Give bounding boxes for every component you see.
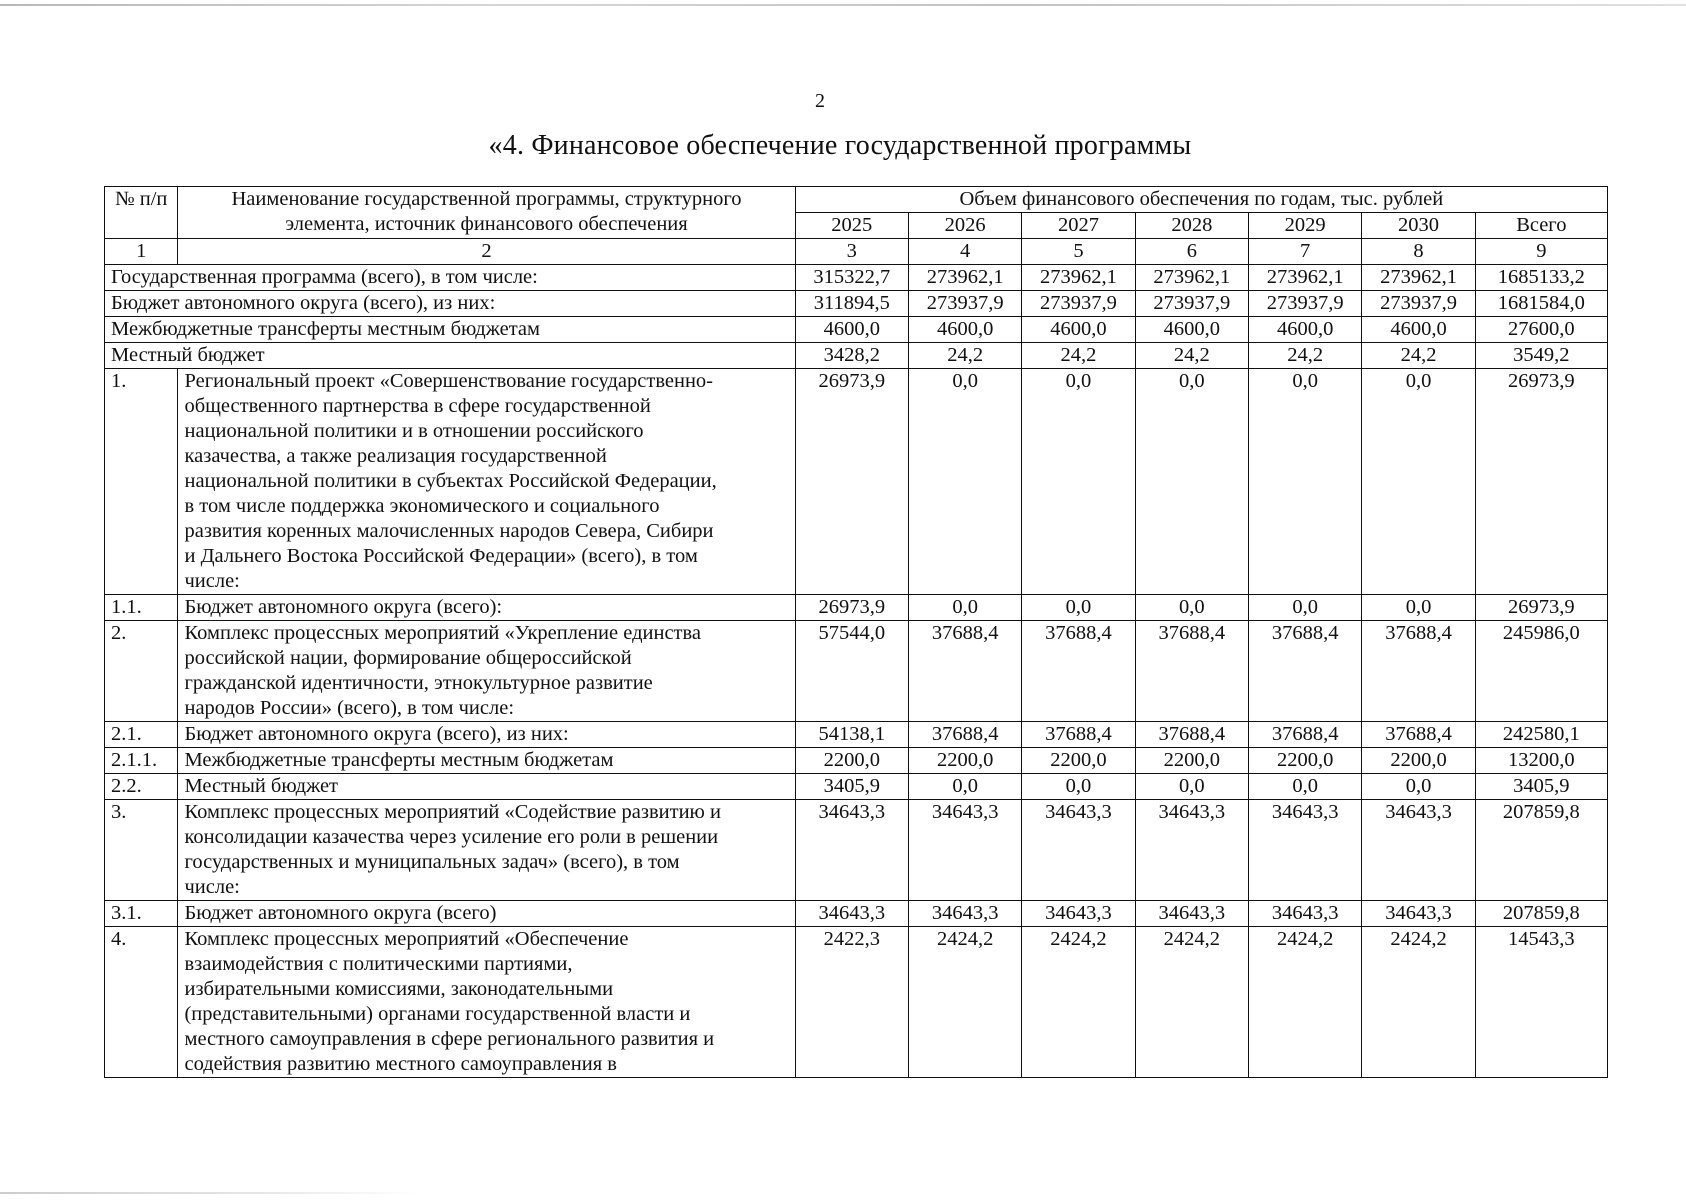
value-cell: 34643,3	[795, 800, 908, 901]
value-cell: 26973,9	[1475, 595, 1607, 621]
value-cell: 273937,9	[1248, 291, 1361, 317]
value-cell: 4600,0	[1135, 317, 1248, 343]
summary-row	[105, 343, 1608, 369]
value-cell: 2200,0	[795, 748, 908, 774]
value-cell: 34643,3	[1135, 901, 1248, 927]
value-cell: 37688,4	[908, 621, 1021, 722]
value-cell: 0,0	[1362, 595, 1475, 621]
financing-table	[104, 186, 1608, 1078]
row-name-line: (представительными) органами государственной власти и	[184, 1003, 691, 1025]
table-row	[105, 369, 1608, 595]
row-name-line: развития коренных малочисленных народов Севера, Сибири	[184, 520, 714, 542]
value-cell: 2424,2	[1248, 927, 1361, 1078]
value-cell: 1685133,2	[1475, 265, 1607, 291]
value-cell: 1681584,0	[1475, 291, 1607, 317]
value-cell: 0,0	[1135, 774, 1248, 800]
row-name-line: гражданской идентичности, этнокультурное развитие	[184, 672, 653, 694]
value-cell: 273937,9	[1362, 291, 1475, 317]
row-number: 2.	[105, 621, 178, 722]
row-name-line: Бюджет автономного округа (всего)	[184, 902, 497, 924]
row-name	[178, 901, 795, 927]
value-cell: 2424,2	[908, 927, 1021, 1078]
value-cell: 37688,4	[1362, 722, 1475, 748]
row-number: 3.1.	[105, 901, 178, 927]
row-name-line: государственных и муниципальных задач» (всего), в том	[184, 851, 680, 873]
value-cell: 0,0	[908, 774, 1021, 800]
value-cell: 37688,4	[1135, 722, 1248, 748]
value-cell: 0,0	[908, 369, 1021, 595]
table-row	[105, 595, 1608, 621]
value-cell: 0,0	[1362, 774, 1475, 800]
value-cell: 34643,3	[1135, 800, 1248, 901]
value-cell: 0,0	[1248, 774, 1361, 800]
row-name-line: и Дальнего Востока Российской Федерации» (всего), в том	[184, 545, 698, 567]
row-number: 2.1.1.	[105, 748, 178, 774]
row-number: 1.	[105, 369, 178, 595]
row-name-line: в том числе поддержка экономического и социального	[184, 495, 660, 517]
value-cell: 24,2	[1362, 343, 1475, 369]
row-name	[178, 774, 795, 800]
row-number: 2.1.	[105, 722, 178, 748]
value-cell: 37688,4	[1248, 722, 1361, 748]
value-cell: 34643,3	[1022, 901, 1135, 927]
value-cell: 37688,4	[1248, 621, 1361, 722]
value-cell: 4600,0	[1362, 317, 1475, 343]
header-year: 2029	[1248, 213, 1361, 239]
row-name-line: российской нации, формирование общероссийской	[184, 647, 632, 669]
column-number: 4	[908, 239, 1021, 265]
value-cell: 3428,2	[795, 343, 908, 369]
value-cell: 273962,1	[1135, 265, 1248, 291]
row-name-line: взаимодействия с политическими партиями,	[184, 953, 573, 975]
scan-edge-top	[0, 4, 1686, 6]
column-number: 3	[795, 239, 908, 265]
table-row	[105, 748, 1608, 774]
value-cell: 245986,0	[1475, 621, 1607, 722]
row-name	[178, 927, 795, 1078]
table-row	[105, 774, 1608, 800]
column-number: 5	[1022, 239, 1135, 265]
value-cell: 2200,0	[1248, 748, 1361, 774]
value-cell: 0,0	[1248, 369, 1361, 595]
value-cell: 3405,9	[1475, 774, 1607, 800]
value-cell: 0,0	[908, 595, 1021, 621]
row-name	[178, 722, 795, 748]
value-cell: 273962,1	[1248, 265, 1361, 291]
value-cell: 2200,0	[1135, 748, 1248, 774]
row-name-line: содействия развитию местного самоуправления в	[184, 1053, 617, 1075]
row-name-line: Бюджет автономного округа (всего):	[184, 596, 503, 618]
header-year: 2030	[1362, 213, 1475, 239]
value-cell: 27600,0	[1475, 317, 1607, 343]
table-row	[105, 927, 1608, 1078]
header-year: 2026	[908, 213, 1021, 239]
value-cell: 34643,3	[1248, 800, 1361, 901]
row-name-line: числе:	[184, 570, 240, 592]
row-name-line: народов России» (всего), в том числе:	[184, 697, 515, 719]
row-name	[178, 800, 795, 901]
value-cell: 34643,3	[1362, 800, 1475, 901]
row-name-line: Местный бюджет	[184, 775, 339, 797]
document-title: «4. Финансовое обеспечение государственной программы	[488, 130, 1192, 161]
row-number: 1.1.	[105, 595, 178, 621]
row-name-line: Комплекс процессных мероприятий «Обеспечение	[184, 928, 629, 950]
row-name	[178, 595, 795, 621]
row-name-line: числе:	[184, 876, 240, 898]
value-cell: 0,0	[1022, 595, 1135, 621]
value-cell: 24,2	[908, 343, 1021, 369]
value-cell: 273962,1	[908, 265, 1021, 291]
row-name-line: избирательными комиссиями, законодательными	[184, 978, 614, 1000]
table-row	[105, 800, 1608, 901]
row-name-line: Бюджет автономного округа (всего), из них:	[184, 723, 569, 745]
header-no: № п/п	[105, 187, 178, 239]
summary-label: Межбюджетные трансферты местным бюджетам	[105, 317, 796, 343]
value-cell: 273937,9	[908, 291, 1021, 317]
row-name-line: Комплекс процессных мероприятий «Укрепление единства	[184, 622, 702, 644]
column-number: 9	[1475, 239, 1607, 265]
table-row	[105, 621, 1608, 722]
column-number-row	[105, 239, 1608, 265]
header-year: 2028	[1135, 213, 1248, 239]
column-number: 7	[1248, 239, 1361, 265]
row-name	[178, 748, 795, 774]
value-cell: 2424,2	[1362, 927, 1475, 1078]
row-name	[178, 369, 795, 595]
value-cell: 26973,9	[795, 369, 908, 595]
row-name-line: общественного партнерства в сфере государственной	[184, 395, 651, 417]
value-cell: 3549,2	[1475, 343, 1607, 369]
header-volume: Объем финансового обеспечения по годам, тыс. рублей	[795, 187, 1607, 213]
summary-rows	[105, 265, 1608, 369]
value-cell: 273962,1	[1362, 265, 1475, 291]
summary-label: Бюджет автономного округа (всего), из них:	[105, 291, 796, 317]
value-cell: 0,0	[1022, 369, 1135, 595]
column-number: 8	[1362, 239, 1475, 265]
column-number: 6	[1135, 239, 1248, 265]
value-cell: 24,2	[1135, 343, 1248, 369]
value-cell: 2200,0	[1022, 748, 1135, 774]
row-name-line: местного самоуправления в сфере регионального развития и	[184, 1028, 715, 1050]
header-year: 2027	[1022, 213, 1135, 239]
value-cell: 273962,1	[1022, 265, 1135, 291]
value-cell: 273937,9	[1022, 291, 1135, 317]
value-cell: 207859,8	[1475, 901, 1607, 927]
value-cell: 34643,3	[795, 901, 908, 927]
table-row	[105, 722, 1608, 748]
value-cell: 4600,0	[795, 317, 908, 343]
row-name	[178, 621, 795, 722]
row-name-line: Комплекс процессных мероприятий «Содействие развитию и	[184, 801, 721, 823]
value-cell: 2200,0	[908, 748, 1021, 774]
value-cell: 37688,4	[1022, 621, 1135, 722]
value-cell: 26973,9	[795, 595, 908, 621]
column-number: 1	[105, 239, 178, 265]
value-cell: 0,0	[1022, 774, 1135, 800]
value-cell: 34643,3	[908, 901, 1021, 927]
value-cell: 0,0	[1135, 369, 1248, 595]
column-number: 2	[178, 239, 795, 265]
item-rows	[105, 369, 1608, 1078]
value-cell: 2422,3	[795, 927, 908, 1078]
summary-row	[105, 265, 1608, 291]
value-cell: 37688,4	[1022, 722, 1135, 748]
page-number: 2	[815, 90, 825, 112]
value-cell: 26973,9	[1475, 369, 1607, 595]
value-cell: 4600,0	[908, 317, 1021, 343]
value-cell: 4600,0	[1248, 317, 1361, 343]
header-name-line: Наименование государственной программы, структурного	[231, 188, 742, 210]
summary-row	[105, 291, 1608, 317]
value-cell: 0,0	[1248, 595, 1361, 621]
header-year: 2025	[795, 213, 908, 239]
table-row	[105, 901, 1608, 927]
row-number: 4.	[105, 927, 178, 1078]
value-cell: 2424,2	[1022, 927, 1135, 1078]
summary-label: Государственная программа (всего), в том числе:	[105, 265, 796, 291]
value-cell: 2200,0	[1362, 748, 1475, 774]
summary-row	[105, 317, 1608, 343]
table-header	[105, 187, 1608, 265]
value-cell: 24,2	[1248, 343, 1361, 369]
header-total: Всего	[1475, 213, 1607, 239]
row-name-line: национальной политики в субъектах Российской Федерации,	[184, 470, 717, 492]
row-name-line: Межбюджетные трансферты местным бюджетам	[184, 749, 614, 771]
value-cell: 207859,8	[1475, 800, 1607, 901]
value-cell: 34643,3	[1248, 901, 1361, 927]
value-cell: 24,2	[1022, 343, 1135, 369]
value-cell: 37688,4	[1362, 621, 1475, 722]
row-name-line: консолидации казачества через усиление его роли в решении	[184, 826, 719, 848]
value-cell: 54138,1	[795, 722, 908, 748]
value-cell: 311894,5	[795, 291, 908, 317]
summary-label: Местный бюджет	[105, 343, 796, 369]
value-cell: 0,0	[1362, 369, 1475, 595]
value-cell: 273937,9	[1135, 291, 1248, 317]
row-name-line: Региональный проект «Совершенствование государственно-	[184, 370, 714, 392]
value-cell: 3405,9	[795, 774, 908, 800]
value-cell: 242580,1	[1475, 722, 1607, 748]
value-cell: 57544,0	[795, 621, 908, 722]
value-cell: 2424,2	[1135, 927, 1248, 1078]
row-number: 2.2.	[105, 774, 178, 800]
row-name-line: национальной политики и в отношении российского	[184, 420, 644, 442]
value-cell: 0,0	[1135, 595, 1248, 621]
value-cell: 37688,4	[908, 722, 1021, 748]
value-cell: 315322,7	[795, 265, 908, 291]
value-cell: 4600,0	[1022, 317, 1135, 343]
row-name-line: казачества, а также реализация государственной	[184, 445, 607, 467]
value-cell: 13200,0	[1475, 748, 1607, 774]
value-cell: 34643,3	[908, 800, 1021, 901]
value-cell: 34643,3	[1362, 901, 1475, 927]
header-name	[178, 187, 795, 239]
row-number: 3.	[105, 800, 178, 901]
value-cell: 37688,4	[1135, 621, 1248, 722]
value-cell: 34643,3	[1022, 800, 1135, 901]
value-cell: 14543,3	[1475, 927, 1607, 1078]
header-name-line: элемента, источник финансового обеспечения	[285, 213, 688, 235]
scan-edge-bottom	[0, 1192, 420, 1194]
